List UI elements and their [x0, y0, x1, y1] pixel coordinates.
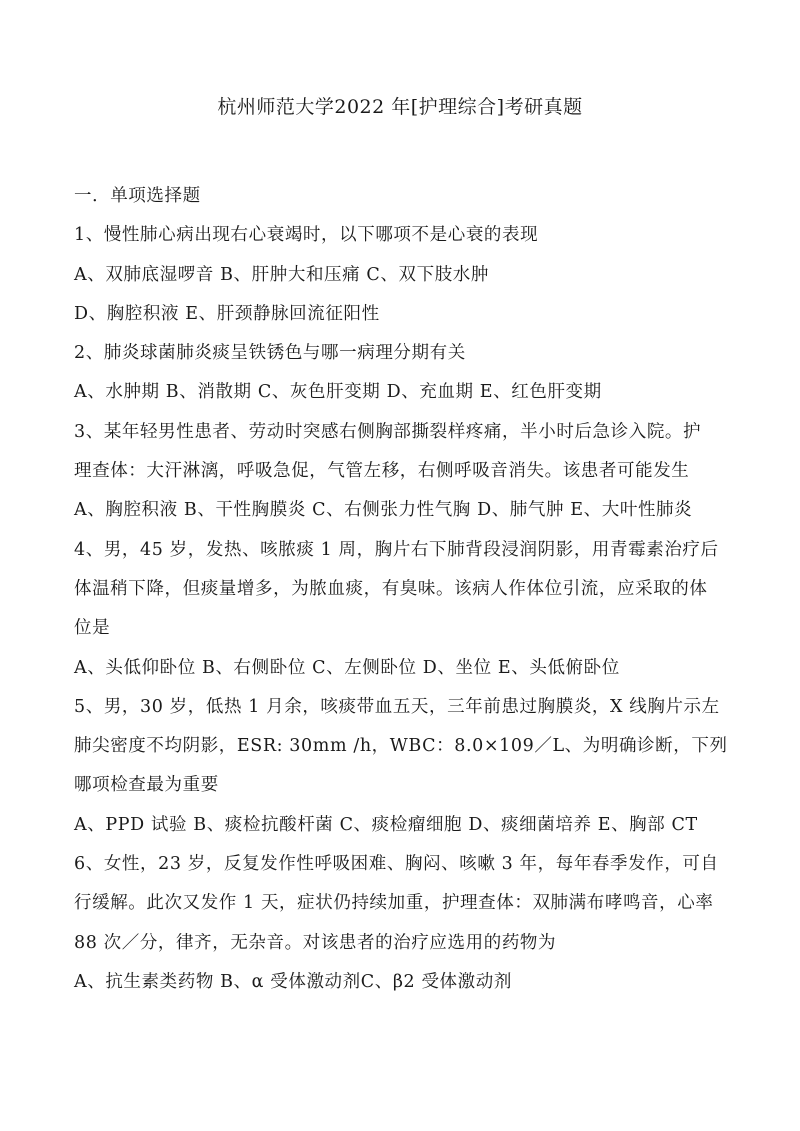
question-1-options-d-e: D、胸腔积液 E、肝颈静脉回流征阳性: [74, 303, 380, 324]
question-5-options: A、PPD 试验 B、痰检抗酸杆菌 C、痰检瘤细胞 D、痰细菌培养 E、胸部 CT: [74, 814, 698, 835]
question-2-stem: 2、肺炎球菌肺炎痰呈铁锈色与哪一病理分期有关: [74, 343, 466, 364]
question-6-stem-line-1: 6、女性，23 岁，反复发作性呼吸困难、胸闷、咳嗽 3 年，每年春季发作，可自: [74, 854, 719, 875]
question-3-options: A、胸腔积液 B、干性胸膜炎 C、右侧张力性气胸 D、肺气肿 E、大叶性肺炎: [74, 500, 693, 521]
document-title: 杭州师范大学2022 年[护理综合]考研真题: [217, 96, 583, 118]
question-5-stem-line-1: 5、男，30 岁，低热 1 月余，咳痰带血五天，三年前患过胸膜炎，X 线胸片示左: [74, 696, 720, 717]
question-6-stem-line-3: 88 次／分，律齐，无杂音。对该患者的治疗应选用的药物为: [74, 932, 557, 953]
question-4-stem-line-3: 位是: [74, 618, 111, 639]
question-1-stem: 1、慢性肺心病出现右心衰竭时，以下哪项不是心衰的表现: [74, 225, 539, 246]
question-3-stem-line-1: 3、某年轻男性患者、劳动时突感右侧胸部撕裂样疼痛，半小时后急诊入院。护: [74, 421, 702, 442]
question-4-stem-line-2: 体温稍下降，但痰量增多，为脓血痰，有臭味。该病人作体位引流，应采取的体: [74, 578, 708, 599]
document-body: [74, 177, 734, 1002]
question-5-stem-line-2: 肺尖密度不均阴影，ESR: 30mm /h，WBC：8.0×109／L、为明确诊断，下列: [74, 736, 728, 757]
question-4-options: A、头低仰卧位 B、右侧卧位 C、左侧卧位 D、坐位 E、头低俯卧位: [74, 657, 620, 678]
question-2-options: A、水肿期 B、消散期 C、灰色肝变期 D、充血期 E、红色肝变期: [74, 382, 602, 403]
section-heading: 一．单项选择题: [74, 186, 201, 206]
question-6-options: A、抗生素类药物 B、α 受体激动剂C、β2 受体激动剂: [74, 971, 512, 992]
question-1-options-a-c: A、双肺底湿啰音 B、肝肿大和压痛 C、双下肢水肿: [74, 264, 490, 285]
question-6-stem-line-2: 行缓解。此次又发作 1 天，症状仍持续加重，护理查体：双肺满布哮鸣音，心率: [74, 893, 714, 914]
question-5-stem-line-3: 哪项检查最为重要: [74, 775, 219, 796]
question-3-stem-line-2: 理查体：大汗淋漓，呼吸急促，气管左移，右侧呼吸音消失。该患者可能发生: [74, 461, 690, 482]
question-4-stem-line-1: 4、男，45 岁，发热、咳脓痰 1 周，胸片右下肺背段浸润阴影，用青霉素治疗后: [74, 539, 719, 560]
